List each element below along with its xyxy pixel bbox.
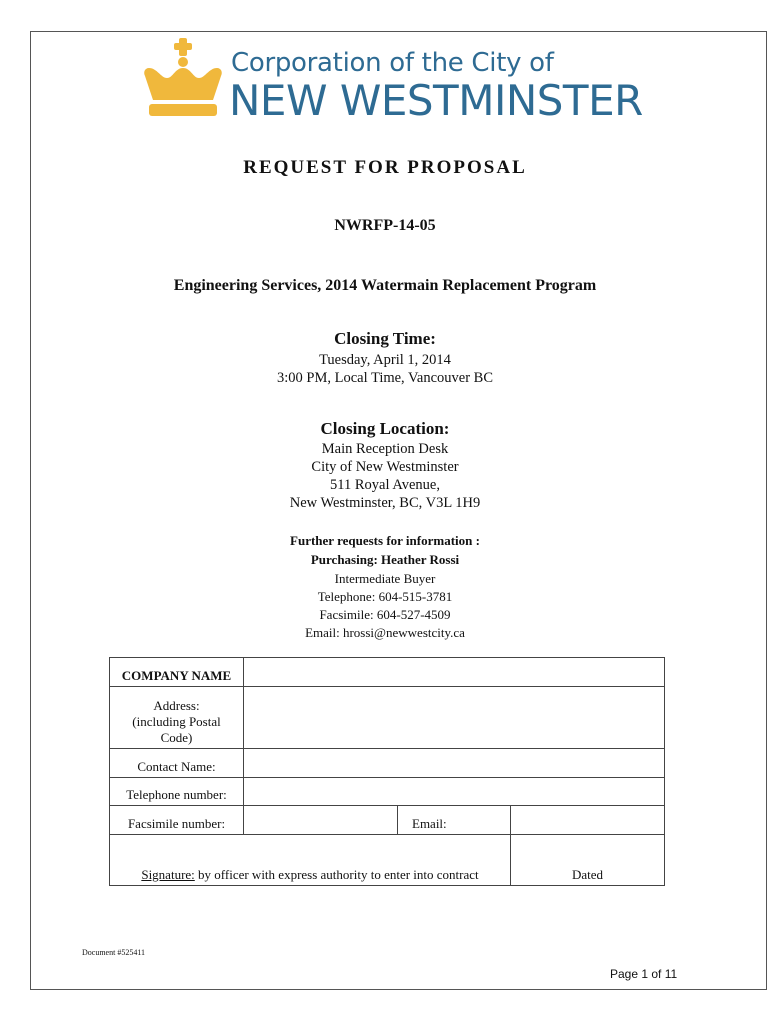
signature-text: by officer with express authority to enter into contract xyxy=(194,867,479,882)
logo-line-2: NEW WESTMINSTER xyxy=(229,76,643,125)
address-label xyxy=(110,687,244,749)
signature-field[interactable] xyxy=(110,835,511,886)
contact-name-field[interactable] xyxy=(244,749,665,778)
page-number: Page 1 of 11 xyxy=(610,967,678,981)
contact-name-label: Contact Name: xyxy=(110,749,244,778)
company-name-field[interactable] xyxy=(244,658,665,687)
company-name-label: COMPANY NAME xyxy=(110,658,244,687)
telephone-label: Telephone number: xyxy=(110,778,244,806)
closing-time-line: Tuesday, April 1, 2014 xyxy=(319,352,451,368)
telephone-field[interactable] xyxy=(244,778,665,806)
document-title: REQUEST FOR PROPOSAL xyxy=(243,157,527,178)
address-label-line: Code) xyxy=(160,730,193,745)
closing-location-line: 511 Royal Avenue, xyxy=(330,477,440,493)
closing-location-heading: Closing Location: xyxy=(320,419,450,438)
crown-icon xyxy=(143,38,223,120)
closing-location-line: City of New Westminster xyxy=(311,459,459,475)
facsimile-label: Facsimile number: xyxy=(110,806,244,835)
address-field[interactable] xyxy=(244,687,665,749)
facsimile-field[interactable] xyxy=(244,806,398,835)
dated-field[interactable] xyxy=(511,835,665,886)
document-number: Document #525411 xyxy=(82,948,146,957)
project-title: Engineering Services, 2014 Watermain Replacement Program xyxy=(173,277,597,294)
info-line: Intermediate Buyer xyxy=(334,571,436,586)
address-label-line: Address: xyxy=(153,698,200,713)
address-label-line: (including Postal xyxy=(132,714,221,729)
info-line: Email: hrossi@newwestcity.ca xyxy=(305,625,465,640)
company-info-form xyxy=(109,657,665,886)
closing-location-line: New Westminster, BC, V3L 1H9 xyxy=(289,495,481,511)
dated-label: Dated xyxy=(571,867,604,882)
closing-time-line: 3:00 PM, Local Time, Vancouver BC xyxy=(276,370,494,386)
signature-label: Signature: xyxy=(141,867,195,882)
info-heading: Further requests for information : xyxy=(290,533,480,548)
logo-line-1: Corporation of the City of xyxy=(231,48,554,78)
email-field[interactable] xyxy=(511,806,665,835)
info-contact: Purchasing: Heather Rossi xyxy=(310,552,460,567)
closing-time-heading: Closing Time: xyxy=(334,329,436,348)
info-line: Facsimile: 604-527-4509 xyxy=(319,607,451,622)
city-logo xyxy=(143,38,643,128)
email-label: Email: xyxy=(398,806,511,835)
rfp-number: NWRFP-14-05 xyxy=(334,217,436,234)
closing-location-line: Main Reception Desk xyxy=(321,441,449,457)
info-line: Telephone: 604-515-3781 xyxy=(317,589,453,604)
